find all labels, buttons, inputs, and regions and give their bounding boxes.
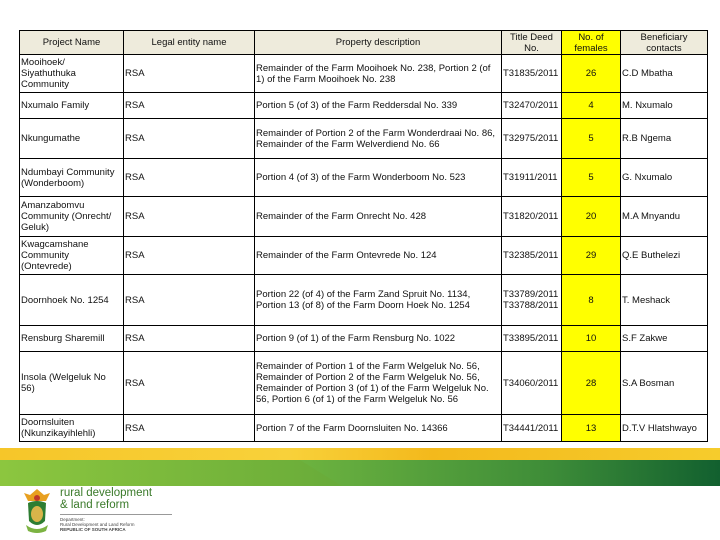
project-name-cell: Rensburg Sharemill <box>20 326 124 352</box>
title-deed-cell: T34441/2011 <box>502 415 562 442</box>
property-description-cell: Remainder of the Farm Ontevrede No. 124 <box>255 237 502 275</box>
legal-entity-cell: RSA <box>124 55 255 93</box>
header-legal-entity: Legal entity name <box>124 31 255 55</box>
legal-entity-cell: RSA <box>124 159 255 197</box>
header-females: No. of females <box>562 31 621 55</box>
logo-text-line2: & land reform <box>60 499 130 511</box>
females-count-cell: 8 <box>562 275 621 326</box>
header-row <box>20 31 708 55</box>
females-count-cell: 29 <box>562 237 621 275</box>
property-description-cell: Portion 9 (of 1) of the Farm Rensburg No. 1022 <box>255 326 502 352</box>
females-count-cell: 4 <box>562 93 621 119</box>
dept-name: Rural Development and Land Reform <box>60 522 135 527</box>
females-count-cell: 5 <box>562 119 621 159</box>
beneficiary-contact-cell: M. Nxumalo <box>621 93 708 119</box>
footer-band <box>0 448 720 486</box>
beneficiary-contact-cell: T. Meshack <box>621 275 708 326</box>
table-row <box>20 119 708 159</box>
property-description-cell: Remainder of Portion 1 of the Farm Welgeluk No. 56, Remainder of Portion 2 of the Farm Welgeluk No. 56, Remainder of Portion 3 (of 1) of the Farm Welgeluk No. 56, Portion 6 (of 1) of the Farm Welgeluk No. 56 <box>255 352 502 415</box>
females-count-cell: 5 <box>562 159 621 197</box>
property-description-cell: Portion 7 of the Farm Doornsluiten No. 14366 <box>255 415 502 442</box>
title-deed-cell: T32385/2011 <box>502 237 562 275</box>
table-row <box>20 197 708 237</box>
legal-entity-cell: RSA <box>124 237 255 275</box>
header-property-description: Property description <box>255 31 502 55</box>
project-name-cell: Insola (Welgeluk No 56) <box>20 352 124 415</box>
females-count-cell: 13 <box>562 415 621 442</box>
projects-table <box>19 30 708 442</box>
table-row <box>20 326 708 352</box>
table-row <box>20 55 708 93</box>
legal-entity-cell: RSA <box>124 197 255 237</box>
title-deed-cell: T34060/2011 <box>502 352 562 415</box>
dept-label: Department: <box>60 517 85 522</box>
beneficiary-contact-cell: M.A Mnyandu <box>621 197 708 237</box>
title-deed-cell: T31911/2011 <box>502 159 562 197</box>
table-row <box>20 237 708 275</box>
females-count-cell: 26 <box>562 55 621 93</box>
table-row <box>20 159 708 197</box>
title-deed-cell: T31820/2011 <box>502 197 562 237</box>
beneficiary-contact-cell: G. Nxumalo <box>621 159 708 197</box>
beneficiary-contact-cell: S.F Zakwe <box>621 326 708 352</box>
table-row <box>20 415 708 442</box>
legal-entity-cell: RSA <box>124 415 255 442</box>
beneficiary-contact-cell: Q.E Buthelezi <box>621 237 708 275</box>
title-deed-cell: T33789/2011 T33788/2011 <box>502 275 562 326</box>
property-description-cell: Remainder of Portion 2 of the Farm Wonderdraai No. 86, Remainder of the Farm Welverdiend No. 66 <box>255 119 502 159</box>
beneficiary-contact-cell: S.A Bosman <box>621 352 708 415</box>
country-name: REPUBLIC OF SOUTH AFRICA <box>60 527 126 532</box>
coat-of-arms-icon <box>22 487 52 535</box>
project-name-cell: Nkungumathe <box>20 119 124 159</box>
beneficiary-contact-cell: D.T.V Hlatshwayo <box>621 415 708 442</box>
property-description-cell: Remainder of the Farm Mooihoek No. 238, Portion 2 (of 1) of the Farm Mooihoek No. 238 <box>255 55 502 93</box>
property-description-cell: Portion 5 (of 3) of the Farm Reddersdal No. 339 <box>255 93 502 119</box>
project-name-cell: Doornsluiten (Nkunzikayihlehli) <box>20 415 124 442</box>
project-name-cell: Ndumbayi Community (Wonderboom) <box>20 159 124 197</box>
table-row <box>20 352 708 415</box>
title-deed-cell: T32975/2011 <box>502 119 562 159</box>
project-name-cell: Mooihoek/ Siyathuthuka Community <box>20 55 124 93</box>
beneficiary-contact-cell: C.D Mbatha <box>621 55 708 93</box>
legal-entity-cell: RSA <box>124 93 255 119</box>
table-row <box>20 275 708 326</box>
table-row <box>20 93 708 119</box>
title-deed-cell: T31835/2011 <box>502 55 562 93</box>
legal-entity-cell: RSA <box>124 352 255 415</box>
legal-entity-cell: RSA <box>124 119 255 159</box>
legal-entity-cell: RSA <box>124 326 255 352</box>
property-description-cell: Portion 22 (of 4) of the Farm Zand Spruit No. 1134, Portion 13 (of 8) of the Farm Doorn Hoek No. 1254 <box>255 275 502 326</box>
beneficiary-contact-cell: R.B Ngema <box>621 119 708 159</box>
project-name-cell: Nxumalo Family <box>20 93 124 119</box>
property-description-cell: Portion 4 (of 3) of the Farm Wonderboom No. 523 <box>255 159 502 197</box>
logo-text-line1: rural development <box>60 487 153 499</box>
property-description-cell: Remainder of the Farm Onrecht No. 428 <box>255 197 502 237</box>
project-name-cell: Kwagcamshane Community (Ontevrede) <box>20 237 124 275</box>
header-title-deed: Title Deed No. <box>502 31 562 55</box>
title-deed-cell: T32470/2011 <box>502 93 562 119</box>
project-name-cell: Amanzabomvu Community (Onrecht/ Geluk) <box>20 197 124 237</box>
header-contacts: Beneficiary contacts <box>621 31 708 55</box>
females-count-cell: 10 <box>562 326 621 352</box>
header-project-name: Project Name <box>20 31 124 55</box>
legal-entity-cell: RSA <box>124 275 255 326</box>
females-count-cell: 28 <box>562 352 621 415</box>
females-count-cell: 20 <box>562 197 621 237</box>
title-deed-cell: T33895/2011 <box>502 326 562 352</box>
project-name-cell: Doornhoek No. 1254 <box>20 275 124 326</box>
